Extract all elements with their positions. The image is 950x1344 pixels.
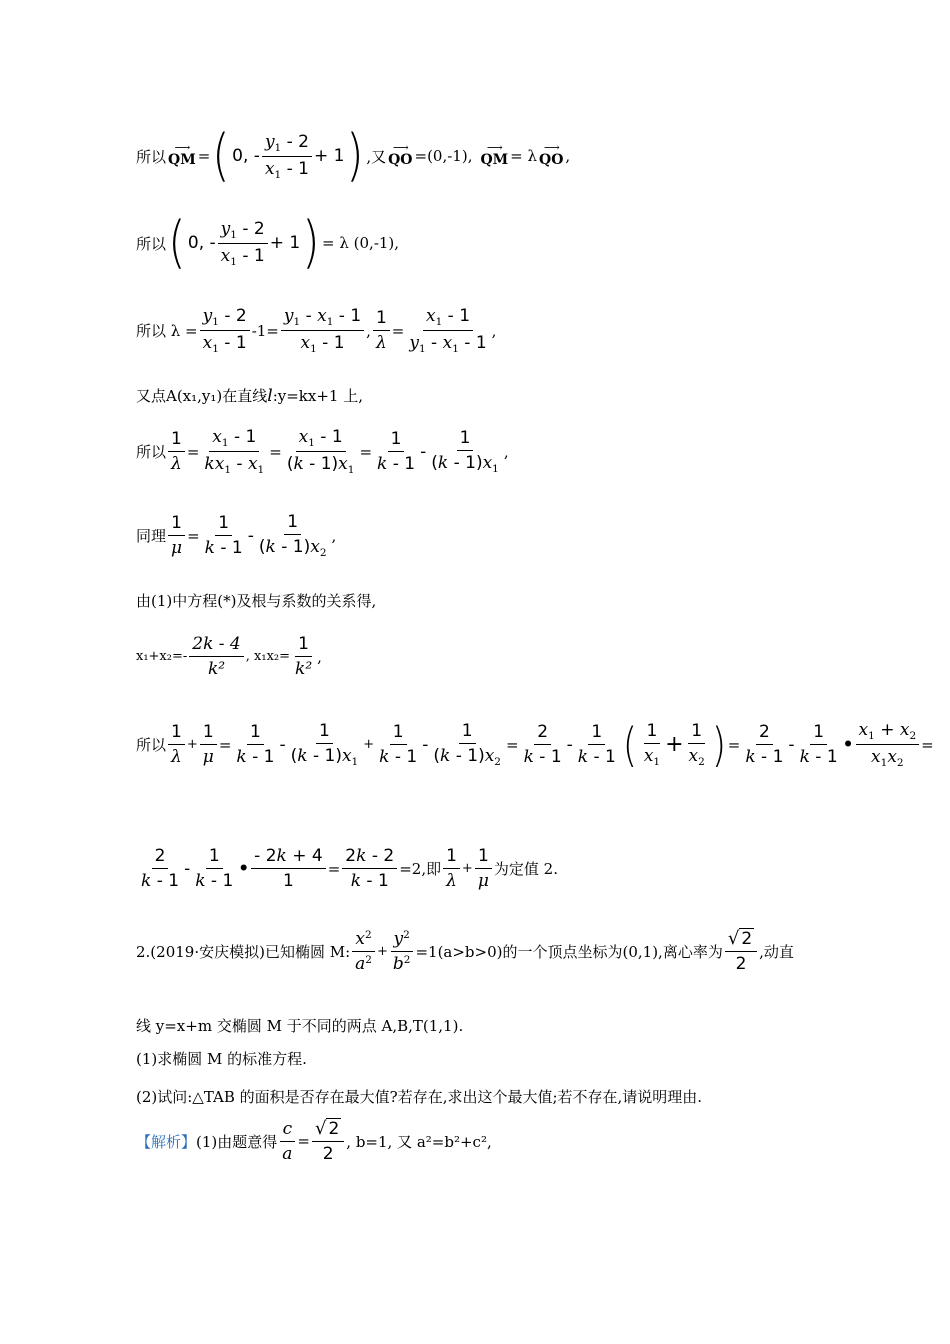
- line-sum: 所以 $\frac{1}{\lambda}$ + $\frac{1}{\mu}$ = $\frac{1}{k - 1}$ - $\frac{1}{(k - 1)x_1}$ + $\frac{1}{k - 1}$ - $\frac{1}{(k - 1)x_2}$ = $\frac{2}{k - 1}$ - $\frac{1}{k - 1}$ ( $\frac{1}{x_1}$ + $\frac{1}{x_2}$ ) = $\frac{2}{k - 1}$ - $\frac{1}{k - 1}$ • $\frac{x_1 + x_2}{x_1x_2}$ =: [136, 717, 934, 772]
- line-point-on-line: 又点A(x₁,y₁)在直线 l :y=kx+1 上,: [136, 385, 363, 406]
- problem-2-statement-cont: 线 y=x+m 交椭圆 M 于不同的两点 A,B,T(1,1).: [136, 1017, 464, 1035]
- vector-qo-2: ⟶ QO: [539, 141, 564, 168]
- problem-2-question-2: (2)试问:△TAB 的面积是否存在最大值?若存在,求出这个最大值;若不存在,请说明理由.: [136, 1088, 703, 1106]
- line-lambda-relation: 所以 ( 0 , - $\frac{y_1 - 2}{x_1 - 1}$ + 1 ) = λ (0,-1),: [136, 210, 400, 275]
- jiexi-label: 【解析】: [136, 1132, 197, 1151]
- text-prefix: 所以: [136, 147, 167, 166]
- line-qm-vector: 所以 ⟶ QM = ( 0 , - $\frac{y_1 - 2}{x_1 - 1}$ + 1 ) ,又 ⟶ QO =(0,-1), ⟶ QM = λ ⟶ QO ,: [136, 123, 571, 188]
- line-inverse-mu: 同理 $\frac{1}{\mu}$ = $\frac{1}{k - 1}$ - $\frac{1}{(k - 1)x_2}$ ,: [136, 512, 337, 559]
- vector-qo: ⟶ QO: [388, 141, 413, 168]
- problem-2-statement: 2.(2019·安庆模拟)已知椭圆 M: $\frac{x^2}{a^2}$ + $\frac{y^2}{b^2}$ =1(a>b>0)的一个顶点坐标为(0,1),离心率为 √ 2 2 ,动直: [136, 928, 794, 974]
- line-result: $\frac{2}{k - 1}$ - $\frac{1}{k - 1}$ • $\frac{- 2k + 4}{1}$ = $\frac{2k - 2}{k - 1}$ =2,即 $\frac{1}{\lambda}$ + $\frac{1}{\mu}$ 为定值 2.: [141, 846, 558, 891]
- fraction-y1-x1-b: $\frac{y_1 - 2}{x_1 - 1}$: [218, 219, 268, 268]
- vector-qm: ⟶ QM: [168, 141, 196, 168]
- solution-line: 【解析】 (1)由题意得 $\frac{c}{a}$ = √ 2 2 , b=1, 又 a²=b²+c²,: [136, 1118, 492, 1164]
- problem-2-question-1: (1)求椭圆 M 的标准方程.: [136, 1050, 307, 1068]
- fraction-y1-x1: $\frac{y_1 - 2}{x_1 - 1}$: [262, 132, 312, 181]
- line-lambda-value: 所以 λ = $\frac{y_1 - 2}{x_1 - 1}$ -1= $\frac{y_1 - x_1 - 1}{x_1 - 1}$ , $\frac{1}{\lambda}$ = $\frac{x_1 - 1}{y_1 - x_1 - 1}$ ,: [136, 306, 497, 355]
- line-vieta-intro: 由(1)中方程(*)及根与系数的关系得,: [136, 592, 377, 610]
- vector-qm-2: ⟶ QM: [480, 141, 509, 168]
- line-inverse-lambda: 所以 $\frac{1}{\lambda}$ = $\frac{x_1 - 1}{kx_1 - x_1}$ = $\frac{x_1 - 1}{(k - 1)x_1}$ = $\frac{1}{k - 1}$ - $\frac{1}{(k - 1)x_1}$ ,: [136, 427, 509, 476]
- line-vieta: x₁+x₂=- $\frac{2k - 4}{\text{k²}}$ , x₁x₂= $\frac{1}{\text{k²}}$ ,: [136, 634, 322, 679]
